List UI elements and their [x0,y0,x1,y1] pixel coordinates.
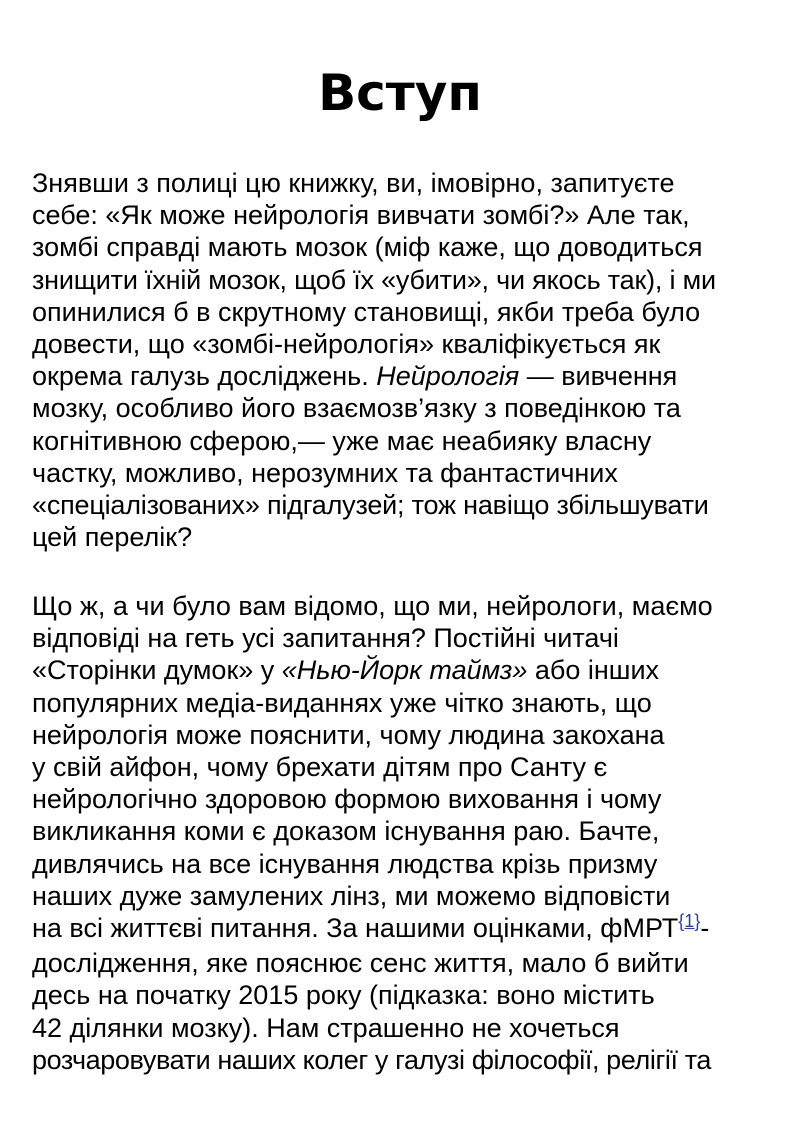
text-line: у свій айфон, чому брехати дітям про Санту є [32,752,608,783]
text-line: опинилися б в скрутному становищі, якби треба було [32,296,701,327]
text-line: наших дуже замулених лінз, ми можемо відповісти [32,880,671,911]
text-segment: на всі життєві питання. За нашими оцінками, фМРТ [32,913,679,944]
paragraph-2 [32,590,782,1076]
italic-term: Нейрологія [376,361,520,392]
text-line: когнітивною сферою,— уже має неабияку власну [32,425,652,456]
text-line: Що ж, а чи було вам відомо, що ми, нейрологи, маємо [32,591,713,621]
text-segment: - [700,913,710,944]
footnote-link[interactable]: {1} [678,911,701,932]
text-line: дивлячись на все існування людства крізь призму [32,848,658,879]
text-line: знищити їхній мозок, щоб їх «убити», чи якось так), і ми [32,264,716,295]
text-segment: окрема галузь досліджень. [32,361,377,392]
italic-title: «Нью-Йорк таймз» [281,655,528,686]
text-line-with-italic [32,654,782,686]
text-line: довести, що «зомбі-нейрологія» кваліфікується як [32,329,661,360]
text-line: розчаровувати наших колег у галузі філософії, релігії та [32,1044,711,1075]
text-line: мозку, особливо його взаємозв’язку з поведінкою та [32,393,681,424]
text-segment: — вивчення [519,361,678,392]
chapter-title: Вступ [318,64,482,122]
paragraph-1 [32,167,782,553]
text-line: «спеціалізованих» підгалузей; тож навіщо збільшувати [32,490,709,521]
text-line: себе: «Як може нейрологія вивчати зомбі?» Але так, [32,200,690,231]
text-segment: «Сторінки думок» у [32,655,282,686]
text-line: Знявши з полиці цю книжку, ви, імовірно, запитуєте [32,168,675,198]
text-line: частку, можливо, нерозумних та фантастичних [32,457,618,488]
text-line: зомбі справді мають мозок (міф каже, що доводиться [32,232,703,263]
text-line: нейрологія може пояснити, чому людина закохана [32,719,665,750]
text-segment: або інших [527,655,660,686]
text-line-with-italic [32,360,782,392]
text-line-with-footnote [32,912,782,947]
text-line: 42 ділянки мозку). Нам страшенно не хочеться [32,1012,620,1043]
text-line: популярних медіа-виданнях уже чітко знають, що [32,687,652,718]
text-line: викликання коми є доказом існування раю. Бачте, [32,816,660,847]
text-line: відповіді на геть усі запитання? Постійні читачі [32,623,619,654]
text-line: нейрологічно здоровою формою виховання і чому [32,784,662,815]
text-line: десь на початку 2015 року (підказка: воно містить [32,980,655,1011]
text-line: цей перелік? [32,522,193,553]
text-line: дослідження, яке пояснює сенс життя, мало б вийти [32,948,689,979]
